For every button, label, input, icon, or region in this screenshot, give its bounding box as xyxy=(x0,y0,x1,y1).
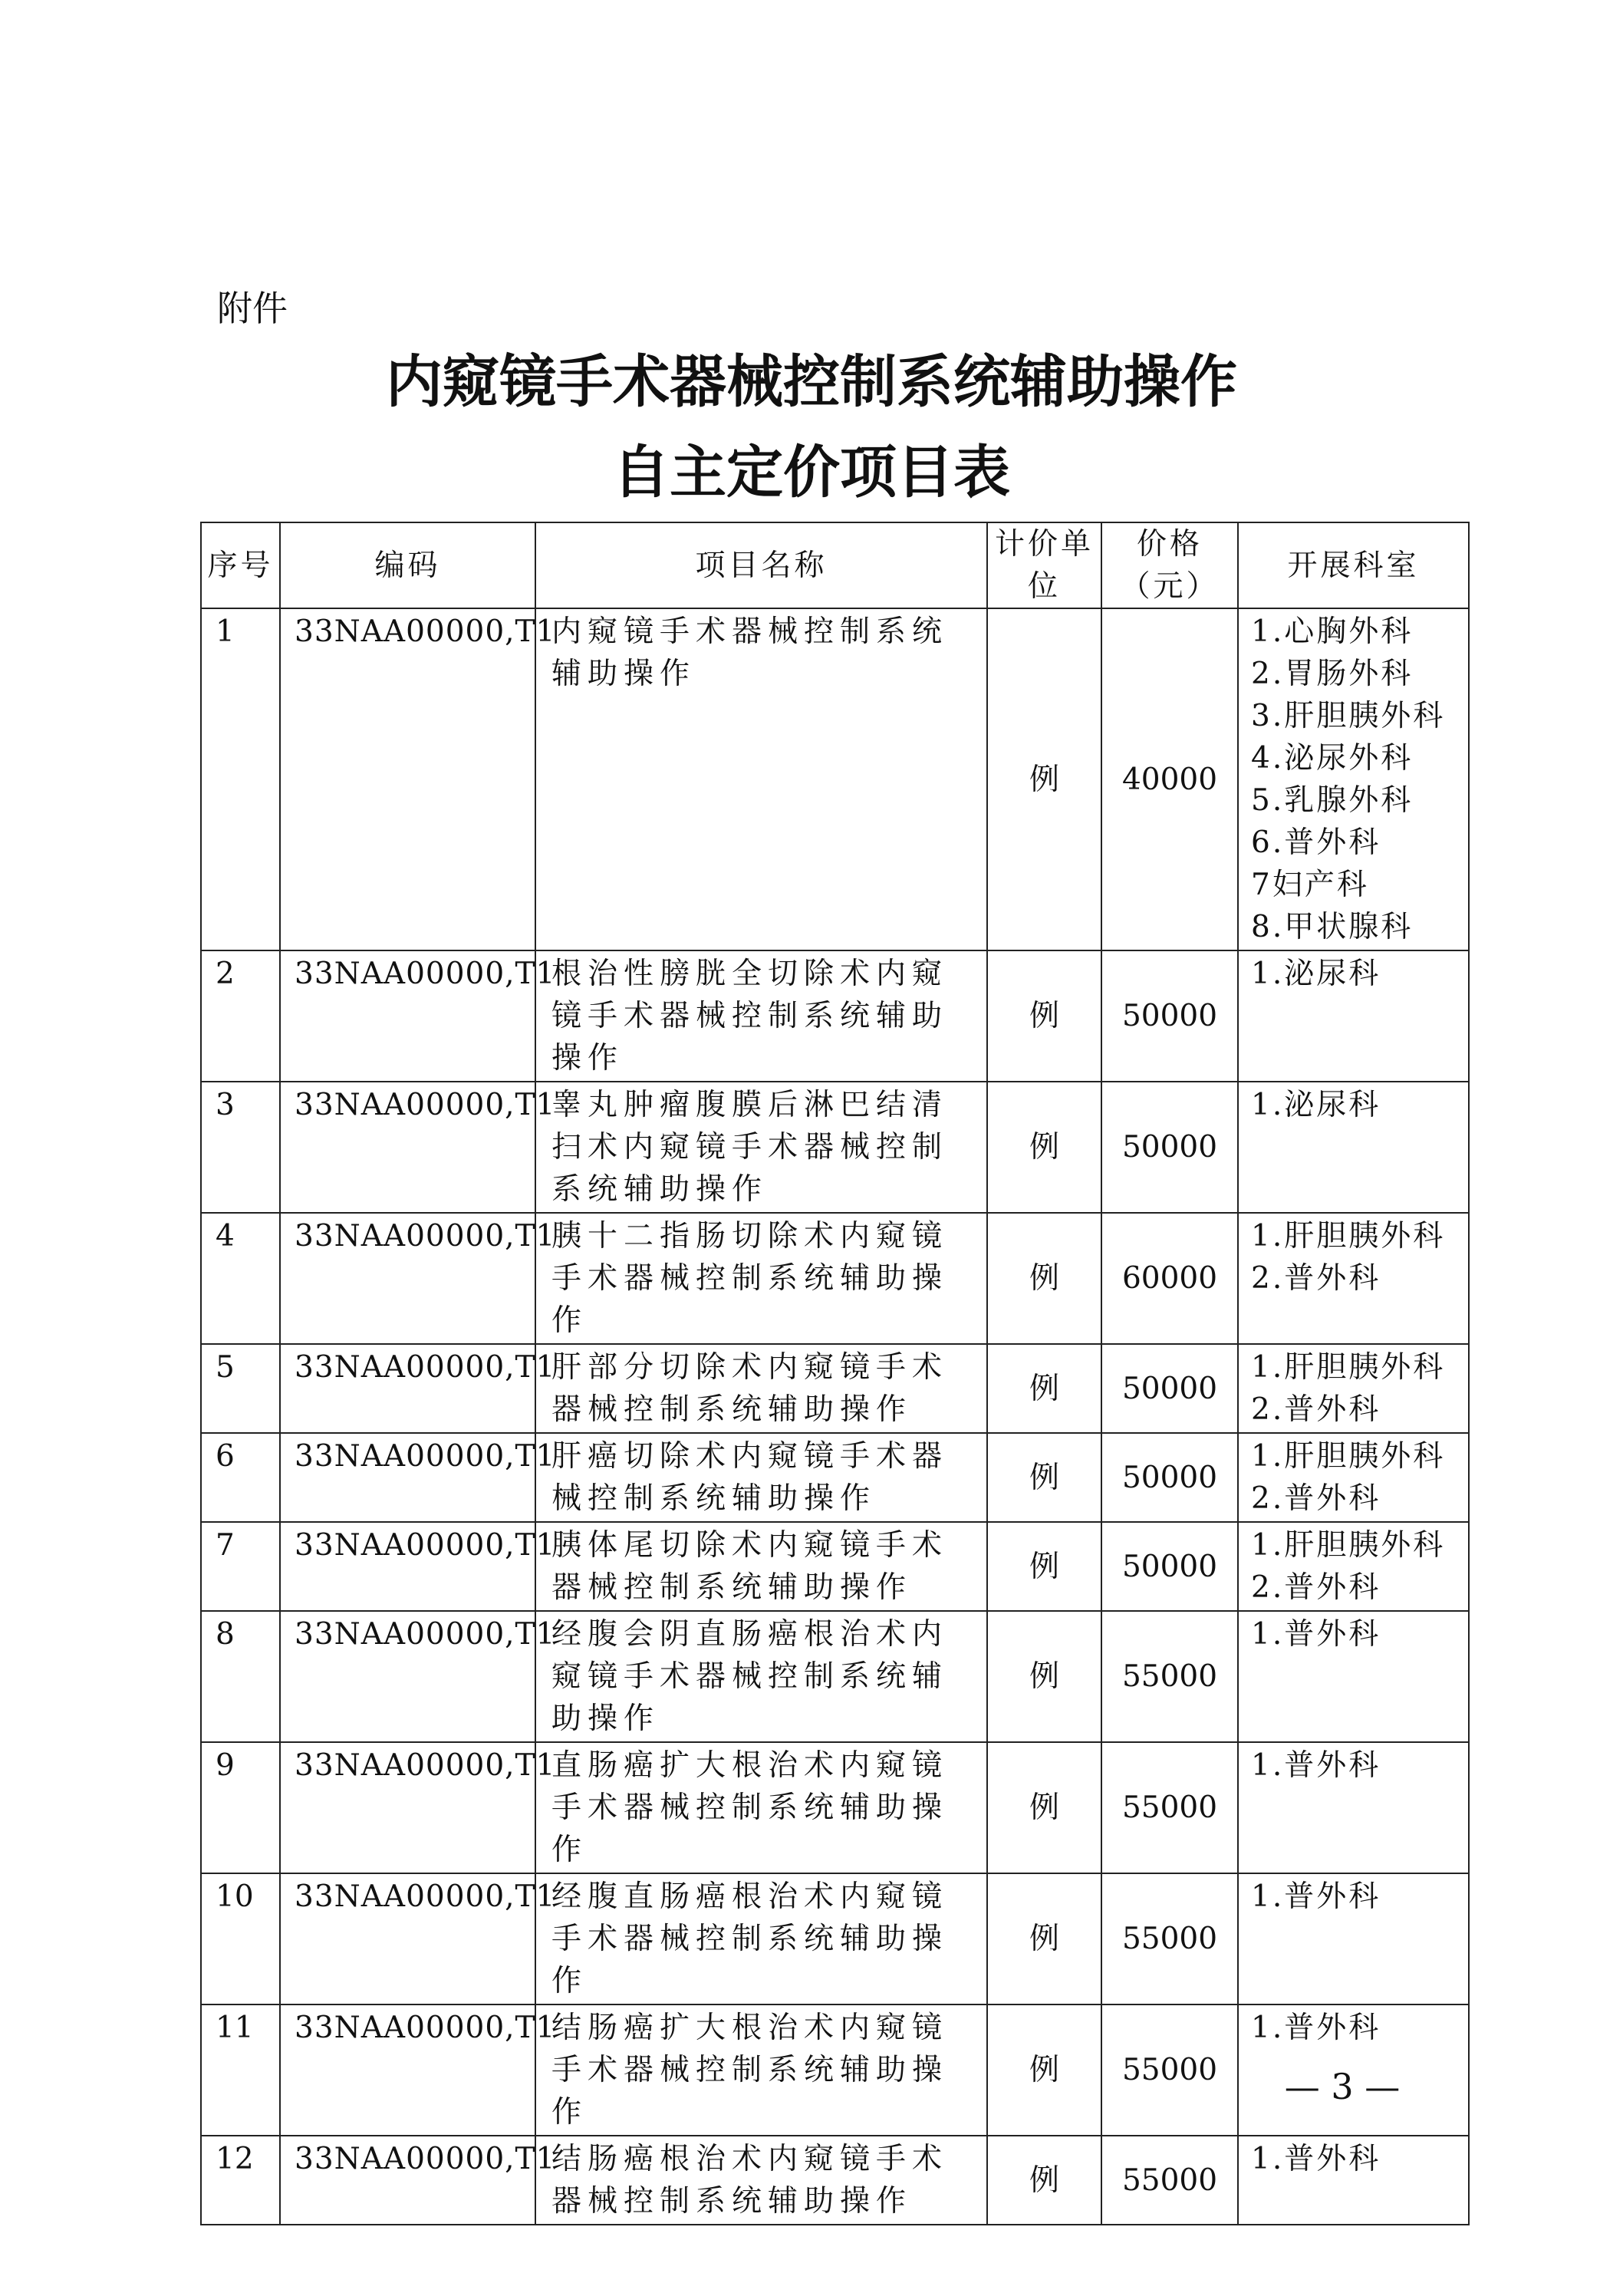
table-row xyxy=(201,1742,1469,1873)
cell-code: 33NAA00000,T1 xyxy=(280,950,535,1082)
cell-price: 50000 xyxy=(1101,1344,1238,1433)
pricing-table xyxy=(200,522,1470,2225)
column-header-code: 编码 xyxy=(280,522,535,608)
cell-unit: 例 xyxy=(987,1873,1101,2004)
dept-item: 1.普外科 xyxy=(1251,1879,1381,1914)
cell-name: 内窥镜手术器械控制系统辅助操作 xyxy=(535,608,987,950)
table-row xyxy=(201,1433,1469,1522)
cell-unit: 例 xyxy=(987,1611,1101,1742)
dept-item: 4.泌尿外科 xyxy=(1251,741,1414,776)
table-row xyxy=(201,1873,1469,2004)
cell-seq: 7 xyxy=(201,1522,280,1611)
cell-unit: 例 xyxy=(987,950,1101,1082)
cell-dept xyxy=(1238,2136,1469,2225)
table-row xyxy=(201,1611,1469,1742)
cell-price: 50000 xyxy=(1101,1433,1238,1522)
dept-item: 3.肝胆胰外科 xyxy=(1251,699,1446,733)
table-row xyxy=(201,1344,1469,1433)
column-header-name: 项目名称 xyxy=(535,522,987,608)
dept-item: 1.泌尿科 xyxy=(1251,957,1381,991)
cell-price: 50000 xyxy=(1101,950,1238,1082)
cell-seq: 6 xyxy=(201,1433,280,1522)
cell-name: 结肠癌根治术内窥镜手术器械控制系统辅助操作 xyxy=(535,2136,987,2225)
dept-item: 1.普外科 xyxy=(1251,2011,1381,2045)
dept-item: 1.普外科 xyxy=(1251,1617,1381,1652)
cell-seq: 5 xyxy=(201,1344,280,1433)
cell-seq: 1 xyxy=(201,608,280,950)
cell-code: 33NAA00000,T1 xyxy=(280,1873,535,2004)
document-title: 内窥镜手术器械控制系统辅助操作 xyxy=(386,349,1237,415)
cell-dept xyxy=(1238,1082,1469,1213)
cell-seq: 11 xyxy=(201,2004,280,2136)
cell-price: 55000 xyxy=(1101,2004,1238,2136)
cell-unit: 例 xyxy=(987,1522,1101,1611)
cell-dept xyxy=(1238,1433,1469,1522)
cell-code: 33NAA00000,T1 xyxy=(280,1522,535,1611)
cell-code: 33NAA00000,T1 xyxy=(280,1082,535,1213)
cell-seq: 12 xyxy=(201,2136,280,2225)
cell-code: 33NAA00000,T1 xyxy=(280,608,535,950)
cell-unit: 例 xyxy=(987,2004,1101,2136)
cell-code: 33NAA00000,T1 xyxy=(280,1213,535,1344)
cell-dept xyxy=(1238,1742,1469,1873)
column-header-seq: 序号 xyxy=(201,522,280,608)
table-row xyxy=(201,950,1469,1082)
dept-item: 1.普外科 xyxy=(1251,1748,1381,1783)
cell-name: 结肠癌扩大根治术内窥镜手术器械控制系统辅助操作 xyxy=(535,2004,987,2136)
table-row xyxy=(201,608,1469,950)
dept-item: 1.心胸外科 xyxy=(1251,614,1414,649)
table-row xyxy=(201,1082,1469,1213)
cell-unit: 例 xyxy=(987,1082,1101,1213)
cell-code: 33NAA00000,T1 xyxy=(280,1611,535,1742)
dept-item: 1.肝胆胰外科 xyxy=(1251,1439,1446,1474)
dept-item: 2.普外科 xyxy=(1251,1570,1381,1605)
cell-seq: 9 xyxy=(201,1742,280,1873)
attachment-label: 附件 xyxy=(217,288,288,329)
dept-item: 7妇产科 xyxy=(1251,868,1369,902)
cell-price: 50000 xyxy=(1101,1522,1238,1611)
dept-item: 1.肝胆胰外科 xyxy=(1251,1219,1446,1253)
page-number: — 3 — xyxy=(1284,2066,1401,2107)
dept-item: 2.普外科 xyxy=(1251,1481,1381,1516)
dept-item: 2.普外科 xyxy=(1251,1261,1381,1296)
dept-item: 1.普外科 xyxy=(1251,2142,1381,2176)
document-subtitle: 自主定价项目表 xyxy=(613,440,1010,506)
dept-item: 1.肝胆胰外科 xyxy=(1251,1350,1446,1385)
table-row xyxy=(201,1522,1469,1611)
column-header-unit: 计价单位 xyxy=(987,522,1101,608)
table-row xyxy=(201,2136,1469,2225)
cell-unit: 例 xyxy=(987,608,1101,950)
table-row xyxy=(201,1213,1469,1344)
cell-price: 55000 xyxy=(1101,1611,1238,1742)
cell-name: 肝部分切除术内窥镜手术器械控制系统辅助操作 xyxy=(535,1344,987,1433)
cell-price: 55000 xyxy=(1101,1873,1238,2004)
cell-unit: 例 xyxy=(987,2136,1101,2225)
cell-name: 根治性膀胱全切除术内窥镜手术器械控制系统辅助操作 xyxy=(535,950,987,1082)
cell-name: 胰体尾切除术内窥镜手术器械控制系统辅助操作 xyxy=(535,1522,987,1611)
cell-unit: 例 xyxy=(987,1742,1101,1873)
cell-seq: 3 xyxy=(201,1082,280,1213)
cell-seq: 4 xyxy=(201,1213,280,1344)
cell-unit: 例 xyxy=(987,1433,1101,1522)
cell-name: 直肠癌扩大根治术内窥镜手术器械控制系统辅助操作 xyxy=(535,1742,987,1873)
cell-dept xyxy=(1238,1344,1469,1433)
cell-code: 33NAA00000,T1 xyxy=(280,1433,535,1522)
cell-code: 33NAA00000,T1 xyxy=(280,2136,535,2225)
column-header-price: 价格（元） xyxy=(1101,522,1238,608)
cell-dept xyxy=(1238,950,1469,1082)
dept-item: 8.甲状腺科 xyxy=(1251,910,1414,944)
cell-dept xyxy=(1238,1873,1469,2004)
cell-seq: 10 xyxy=(201,1873,280,2004)
cell-price: 40000 xyxy=(1101,608,1238,950)
cell-code: 33NAA00000,T1 xyxy=(280,1344,535,1433)
dept-item: 6.普外科 xyxy=(1251,825,1381,860)
cell-unit: 例 xyxy=(987,1344,1101,1433)
cell-name: 经腹会阴直肠癌根治术内窥镜手术器械控制系统辅助操作 xyxy=(535,1611,987,1742)
table-header-row xyxy=(201,522,1469,608)
cell-price: 55000 xyxy=(1101,1742,1238,1873)
cell-seq: 2 xyxy=(201,950,280,1082)
cell-name: 睾丸肿瘤腹膜后淋巴结清扫术内窥镜手术器械控制系统辅助操作 xyxy=(535,1082,987,1213)
cell-dept xyxy=(1238,608,1469,950)
dept-item: 2.胃肠外科 xyxy=(1251,657,1414,691)
cell-price: 60000 xyxy=(1101,1213,1238,1344)
cell-name: 胰十二指肠切除术内窥镜手术器械控制系统辅助操作 xyxy=(535,1213,987,1344)
cell-dept xyxy=(1238,1522,1469,1611)
cell-name: 经腹直肠癌根治术内窥镜手术器械控制系统辅助操作 xyxy=(535,1873,987,2004)
dept-item: 1.泌尿科 xyxy=(1251,1088,1381,1122)
cell-code: 33NAA00000,T1 xyxy=(280,1742,535,1873)
cell-code: 33NAA00000,T1 xyxy=(280,2004,535,2136)
cell-seq: 8 xyxy=(201,1611,280,1742)
cell-price: 55000 xyxy=(1101,2136,1238,2225)
cell-name: 肝癌切除术内窥镜手术器械控制系统辅助操作 xyxy=(535,1433,987,1522)
dept-item: 5.乳腺外科 xyxy=(1251,783,1414,818)
cell-dept xyxy=(1238,1611,1469,1742)
cell-dept xyxy=(1238,1213,1469,1344)
dept-item: 2.普外科 xyxy=(1251,1392,1381,1427)
table-body xyxy=(201,608,1469,2225)
column-header-dept: 开展科室 xyxy=(1238,522,1469,608)
cell-price: 50000 xyxy=(1101,1082,1238,1213)
dept-item: 1.肝胆胰外科 xyxy=(1251,1528,1446,1563)
cell-unit: 例 xyxy=(987,1213,1101,1344)
